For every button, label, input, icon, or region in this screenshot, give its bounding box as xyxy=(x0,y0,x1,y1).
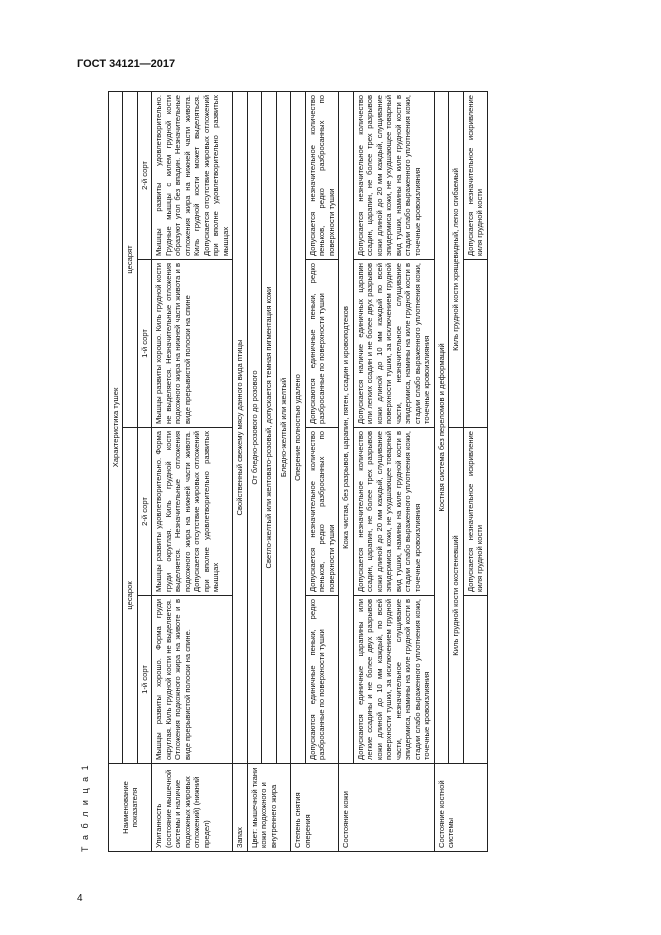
table-header-row xyxy=(109,92,123,852)
table-cell: Допускается незначительное искривление киля грудной кости xyxy=(463,92,487,260)
table-header-row xyxy=(137,92,151,852)
table-row xyxy=(233,92,247,852)
table-cell: Допускается незначительное количество ссадин, царапин, не более трех разрывов кожи длиной до 20 мм каждый, слущивание эпидермиса кожи, не ухудшающее товарный вид тушки, намины на киле грудной кости в стадии слабо выраженного уплотнения кожи, точечные кровоизлияния xyxy=(353,92,434,260)
table-cell: Мышцы развиты хорошо. Форма груди округлая. Киль грудной кости не выделяется. Отложения подкожного жира на животе и в виде прерывистой полоски на спине. xyxy=(152,596,233,764)
table-row xyxy=(434,92,448,852)
table-cell: Светло-желтый или желтовато-розовый, допускается темная пигментация кожи xyxy=(262,92,276,764)
sort-header: 2-й сорт xyxy=(137,428,151,596)
table-cell: Допускаются единичные пеньки, редко разбросанные по поверхности тушки xyxy=(305,260,338,428)
table-cell: Мышцы развиты удовлетворительно. Форма груди округлая. Киль грудной кости выделяется. Незначительные отложения подкожного жира на нижней части живота. Допускается отсутствие жировых отложений при вполне удовлетворительно развитых мышцах xyxy=(152,428,233,596)
table-row xyxy=(276,92,290,852)
table-row xyxy=(152,92,233,852)
table-cell: Свойственный свежему мясу данного вида птицы xyxy=(233,92,247,764)
document-header: ГОСТ 34121—2017 xyxy=(77,58,176,70)
table-cell: Допускается незначительное количество ссадин, царапин, не более трех разрывов кожи длиной до 20 мм каждый, слущивание эпидермиса кожи, не ухудшающее товарный вид тушки, намины на киле грудной кости в стадии слабо выраженного уплотнения кожи, точечные кровоизлияния xyxy=(353,428,434,596)
sort-header: 1-й сорт xyxy=(137,260,151,428)
table-cell: Мышцы развиты удовлетворительно. Грудные мышцы с килем грудной кости образуют угол без впадин. Незначительные отложения жира на нижней части живота. Киль грудной кости может выделяться. Допускается отсутствие жировых отложений при вполне удовлетворительно развитых мышцах xyxy=(152,92,233,260)
table-header-row xyxy=(123,92,137,852)
table-row xyxy=(291,92,305,852)
table-cell: Мышцы развиты хорошо. Киль грудной кости не выделяется. Незначительные отложения подкожного жира на нижней части живота и в виде прерывистой полоски на спине xyxy=(152,260,233,428)
table-row xyxy=(247,92,261,852)
table-cell: Допускается наличие единичных царапин или легких ссадин и не более двух разрывов кожи длиной до 10 мм каждый по всей поверхности тушки, за исключением грудной части, незначительное слущивание эпидермиса, намины на киле грудной кости в стадии слабо выраженного уплотнения кожи, точечные кровоизлияния xyxy=(353,260,434,428)
table-row xyxy=(463,92,487,852)
table-cell: Киль грудной кости окостеневший xyxy=(449,428,463,764)
quality-table xyxy=(108,91,488,852)
indicator-header: Наименование показателя xyxy=(109,764,152,852)
table-cell: Оперение полностью удалено xyxy=(291,92,305,764)
row-name: Цвет: мышечной ткани кожи подкожного и внутреннего жира xyxy=(247,764,290,852)
table-caption: Т а б л и ц а 1 xyxy=(80,763,90,852)
table-cell: Киль грудной кости хрящевидный, легко сгибаемый xyxy=(449,92,463,428)
table-cell: Костная система без переломов и деформаций xyxy=(434,92,448,764)
row-name: Степень снятия оперения xyxy=(291,764,339,852)
table-cell xyxy=(463,260,487,428)
table-cell: Допускаются единичные пеньки, редко разбросанные по поверхности тушки xyxy=(305,596,338,764)
row-name: Состояние кожи xyxy=(339,764,434,852)
row-name: Запах xyxy=(233,764,247,852)
table-row xyxy=(262,92,276,852)
table-cell: Допускается незначительное искривление киля грудной кости xyxy=(463,428,487,596)
table-cell xyxy=(463,596,487,764)
table-cell: От бледно-розового до розового xyxy=(247,92,261,764)
row-name: Состояние костной системы xyxy=(434,764,487,852)
table-cell: Бледно-желтый или желтый xyxy=(276,92,290,764)
characteristic-header: Характеристика тушек xyxy=(109,92,123,764)
table-row xyxy=(305,92,338,852)
tsesaryat-header: цесарят xyxy=(123,92,137,428)
sort-header: 1-й сорт xyxy=(137,596,151,764)
page-number: 4 xyxy=(77,893,83,904)
table-cell: Допускается незначительное количество пеньков, редко разбросанных по поверхности тушки xyxy=(305,92,338,260)
table-row xyxy=(449,92,463,852)
row-name: Упитанность (состояние мышечной системы и наличие подкожных жировых отложений) (нижний предел) xyxy=(152,764,233,852)
table-row xyxy=(353,92,434,852)
sort-header: 2-й сорт xyxy=(137,92,151,260)
table-cell: Допускается незначительное количество пеньков, редко разбросанных по поверхности тушки xyxy=(305,428,338,596)
table-cell: Допускаются единичные царапины или легкие ссадины и не более двух разрывов кожи длиной до 10 мм каждый, по всей поверхности тушки, за исключением грудной части, незначительное слущивание эпидермиса, намины на киле грудной кости в стадии слабо выраженного уплотнения кожи, точечные кровоизлияния xyxy=(353,596,434,764)
table-cell: Кожа чистая, без разрывов, царапин, пятен, ссадин и кровоподтеков xyxy=(339,92,353,764)
table-row xyxy=(339,92,353,852)
tsesarok-header: цесарок xyxy=(123,428,137,764)
rotated-table-container xyxy=(80,92,548,852)
